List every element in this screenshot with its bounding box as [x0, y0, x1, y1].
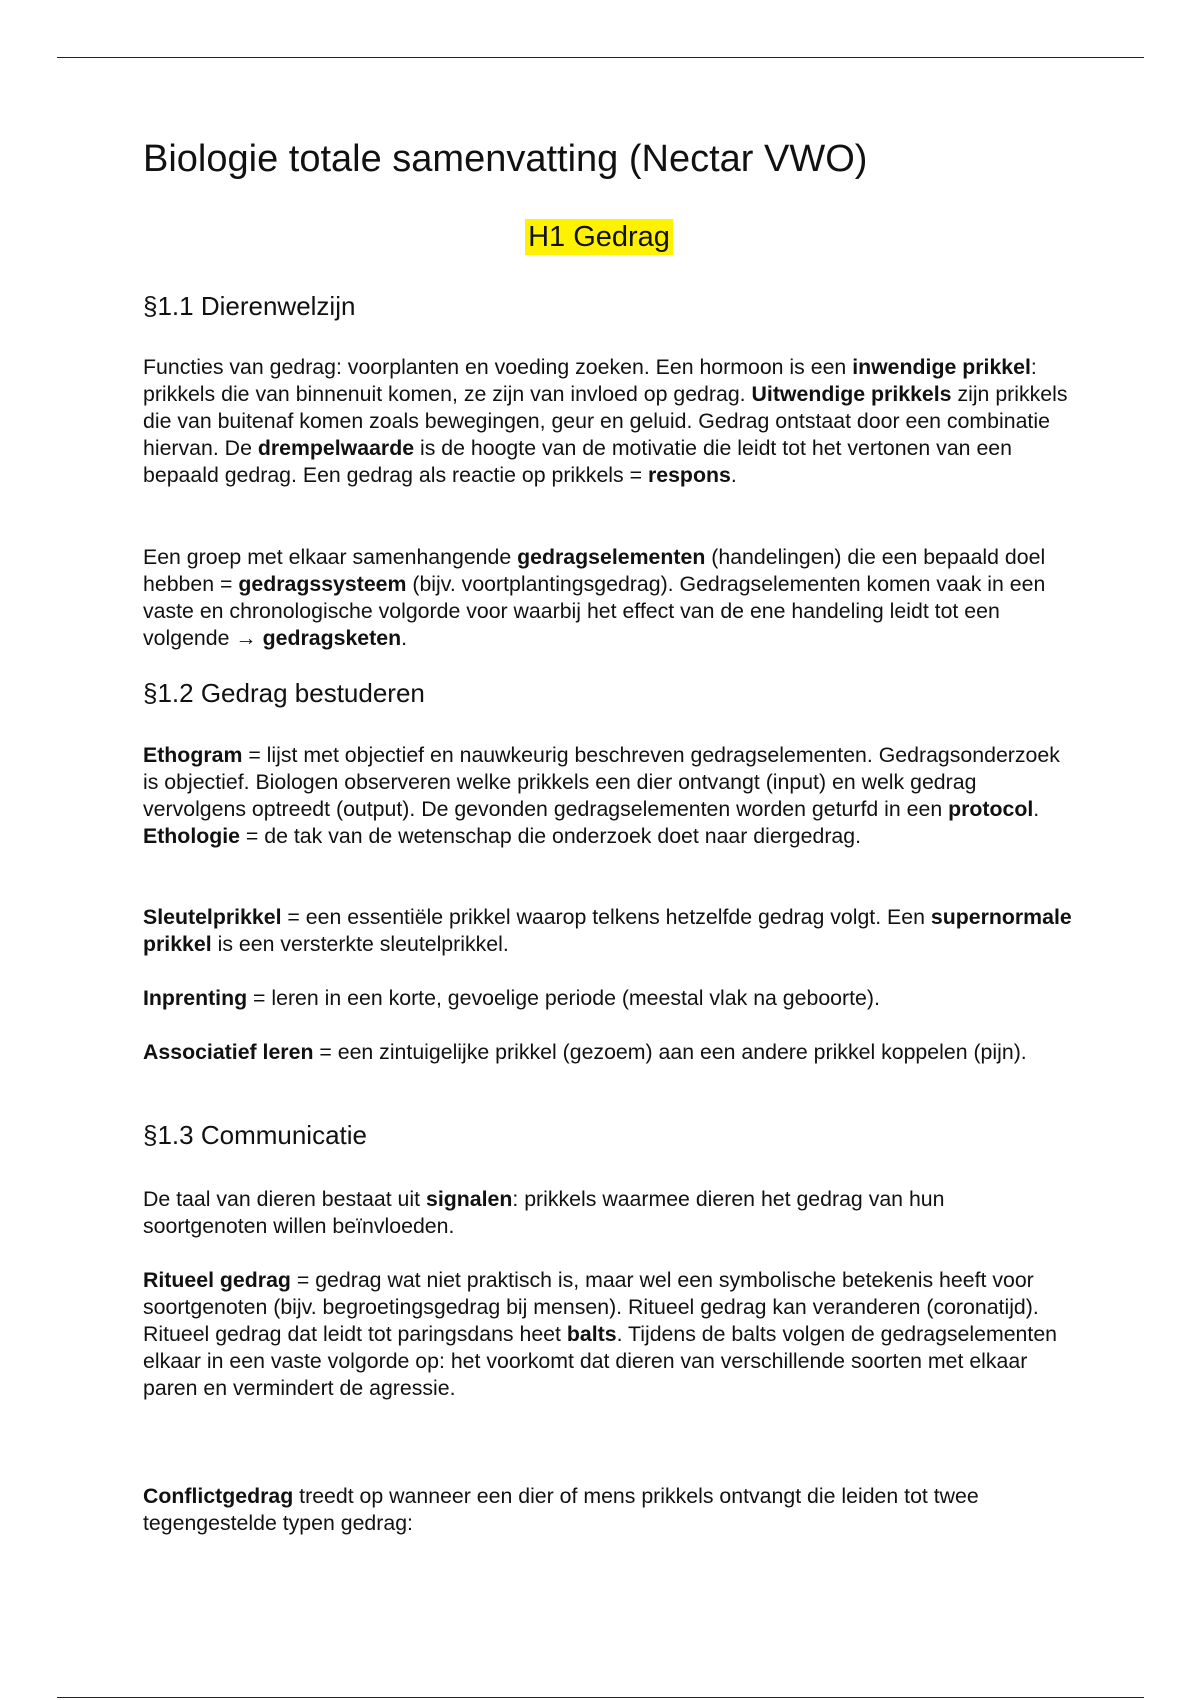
term-respons: respons — [647, 463, 731, 487]
term-ritueel-gedrag: Ritueel gedrag — [143, 1268, 291, 1292]
term-ethogram: Ethogram — [143, 743, 243, 767]
arrow-right-icon: → — [235, 626, 257, 650]
footer-rule — [57, 1697, 1144, 1698]
term-gedragssysteem: gedragssysteem — [238, 572, 407, 596]
term-drempelwaarde: drempelwaarde — [257, 436, 415, 460]
term-gedragsketen: gedragsketen — [262, 626, 402, 650]
section-heading-1-3: §1.3 Communicatie — [143, 1120, 367, 1150]
term-supernormale-prikkel: supernormale prikkel — [143, 905, 1072, 956]
term-protocol: protocol — [948, 797, 1034, 821]
section-heading-1-2: §1.2 Gedrag bestuderen — [143, 678, 425, 708]
paragraph-s12-2: Sleutelprikkel = een essentiële prikkel waarop telkens hetzelfde gedrag volgt. Een supernormale prikkel is een versterkte sleutelprikkel. — [143, 905, 1072, 956]
header-rule — [57, 57, 1144, 58]
paragraph-s13-2: Ritueel gedrag = gedrag wat niet praktisch is, maar wel een symbolische betekenis heeft voor soortgenoten (bijv. begroetingsgedrag bij mensen). Ritueel gedrag kan veranderen (coronatijd). Ritueel gedrag dat leidt tot paringsdans heet balts. Tijdens de balts volgen de gedragselementen elkaar in een vaste volgorde op: het voorkomt dat dieren van verschillende soorten met elkaar paren en vermindert de agressie. — [143, 1268, 1058, 1400]
document-title: Biologie totale samenvatting (Nectar VWO) — [143, 138, 868, 180]
paragraph-s12-4: Associatief leren = een zintuigelijke prikkel (gezoem) aan een andere prikkel koppelen (pijn). — [143, 1040, 1027, 1064]
paragraph-s12-3: Inprenting = leren in een korte, gevoelige periode (meestal vlak na geboorte). — [143, 986, 880, 1010]
term-associatief-leren: Associatief leren — [143, 1040, 314, 1064]
term-inwendige-prikkel: inwendige prikkel — [852, 355, 1031, 379]
paragraph-s12-1: Ethogram = lijst met objectief en nauwkeurig beschreven gedragselementen. Gedragsonderzoek is objectief. Biologen observeren welke prikkels een dier ontvangt (input) en welk gedrag vervolgens optreedt (output). De gevonden gedragselementen worden geturfd in een protocol. Ethologie = de tak van de wetenschap die onderzoek doet naar diergedrag. — [143, 743, 1060, 848]
chapter-heading — [143, 221, 1055, 254]
term-sleutelprikkel: Sleutelprikkel — [143, 905, 282, 929]
term-ethologie: Ethologie — [143, 824, 241, 848]
paragraph-s13-3: Conflictgedrag treedt op wanneer een dier of mens prikkels ontvangt die leiden tot twee tegengestelde typen gedrag: — [143, 1484, 979, 1535]
paragraph-s11-2: Een groep met elkaar samenhangende gedragselementen (handelingen) die een bepaald doel hebben = gedragssysteem (bijv. voortplantingsgedrag). Gedragselementen komen vaak in een vaste en chronologische volgorde voor waarbij het effect van de ene handeling leidt tot een volgende → gedragsketen. — [143, 545, 1046, 650]
term-conflictgedrag: Conflictgedrag — [143, 1484, 294, 1508]
section-heading-1-1: §1.1 Dierenwelzijn — [143, 291, 356, 321]
term-uitwendige-prikkels: Uitwendige prikkels — [751, 382, 952, 406]
term-balts: balts — [566, 1322, 617, 1346]
term-signalen: signalen — [425, 1187, 513, 1211]
chapter-highlight: H1 Gedrag — [525, 219, 673, 255]
paragraph-s11-1: Functies van gedrag: voorplanten en voeding zoeken. Een hormoon is een inwendige prikkel: prikkels die van binnenuit komen, ze zijn van invloed op gedrag. Uitwendige prikkels zijn prikkels die van buitenaf komen zoals bewegingen, geur en geluid. Gedrag ontstaat door een combinatie hiervan. De drempelwaarde is de hoogte van de motivatie die leidt tot het vertonen van een bepaald gedrag. Een gedrag als reactie op prikkels = respons. — [143, 355, 1068, 487]
term-gedragselementen: gedragselementen — [517, 545, 706, 569]
paragraph-s13-1: De taal van dieren bestaat uit signalen: prikkels waarmee dieren het gedrag van hun soortgenoten willen beïnvloeden. — [143, 1187, 945, 1238]
term-inprenting: Inprenting — [143, 986, 248, 1010]
